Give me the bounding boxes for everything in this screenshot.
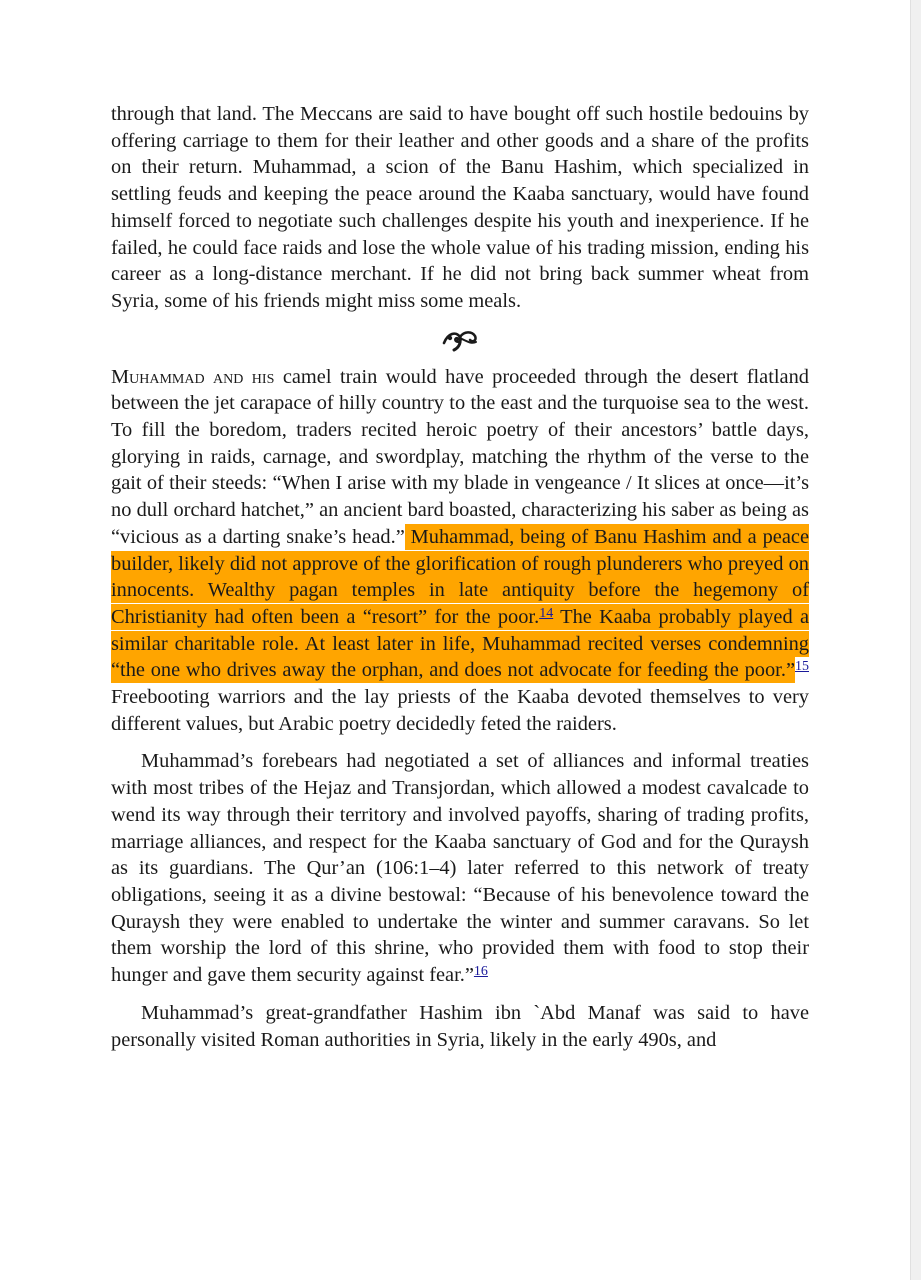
paragraph-1: through that land. The Meccans are said to have bought off such hostile bedouins by offering carriage to them for their leather and other goods and a share of the profits on their return. Muhammad, a scion of the Banu Hashim, which specialized in settling feuds and keeping the peace around the Kaaba sanctuary, would have found himself forced to negotiate such challenges despite his youth and inexperience. If he failed, he could face raids and lose the whole value of his trading mission, ending his career as a long-distance merchant. If he did not bring back summer wheat from Syria, some of his friends might miss some meals. — [111, 103, 809, 312]
paragraph-2-text-b: Freebooting warriors and the lay priests of the Kaaba devoted themselves to very different values, but Arabic poetry decidedly feted the raiders. — [111, 686, 809, 735]
paragraph-3 — [111, 748, 809, 988]
book-page — [111, 101, 809, 1053]
paragraph-4: Muhammad’s great-grandfather Hashim ibn `Abd Manaf was said to have personally visited Roman authorities in Syria, likely in the early 490s, and — [111, 1001, 809, 1051]
footnote-link-15[interactable]: 15 — [795, 659, 809, 675]
vertical-scrollbar[interactable] — [910, 0, 921, 1280]
section-break — [111, 319, 809, 359]
paragraph-2-text-a: camel train would have proceeded through the desert flatland between the jet carapace of hilly country to the east and the turquoise sea to the west. To fill the boredom, traders recited heroic poetry of their ancestors’ battle days, glorying in raids, carnage, and swordplay, matching the rhythm of the verse to the gait of their steeds: “When I arise with my blade in vengeance / It slices at once—it’s no dull orchard hatchet,” an ancient bard boasted, characterizing his saber as being as “vicious as a darting snake’s head.” — [111, 365, 809, 548]
footnote-link-16[interactable]: 16 — [473, 964, 488, 980]
fleuron-ornament-icon — [442, 327, 478, 353]
paragraph-3-text: Muhammad’s forebears had negotiated a set of alliances and informal treaties with most tribes of the Hejaz and Transjordan, which allowed a modest cavalcade to wend its way through their territory and involved payoffs, sharing of trading profits, marriage alliances, and respect for the Kaaba sanctuary of God and for the Quraysh as its guardians. The Qur’an (106:1–4) later referred to this network of treaty obligations, seeing it as a divine bestowal: “Because of his benevolence toward the Quraysh they were enabled to undertake the winter and summer caravans. So let them worship the lord of this shrine, who provided them with food to stop their hunger and gave them security against fear.” — [111, 750, 809, 987]
highlighted-text-2: The Kaaba probably played a similar charitable role. At least later in life, Muhammad recited verses condemning “the one who drives away the orphan, and does not advocate for feeding the poor.” — [111, 605, 810, 682]
paragraph-2 — [111, 364, 809, 738]
paragraph-2-lead: Muhammad and his — [111, 365, 275, 388]
footnote-link-14[interactable]: 14 — [539, 605, 554, 621]
highlighted-text-1: Muhammad, being of Banu Hashim and a peace builder, likely did not approve of the glorification of rough plunderers who preyed on innocents. Wealthy pagan temples in late antiquity before the hegemony of Christianity had often been a “resort” for the poor. — [111, 525, 809, 628]
